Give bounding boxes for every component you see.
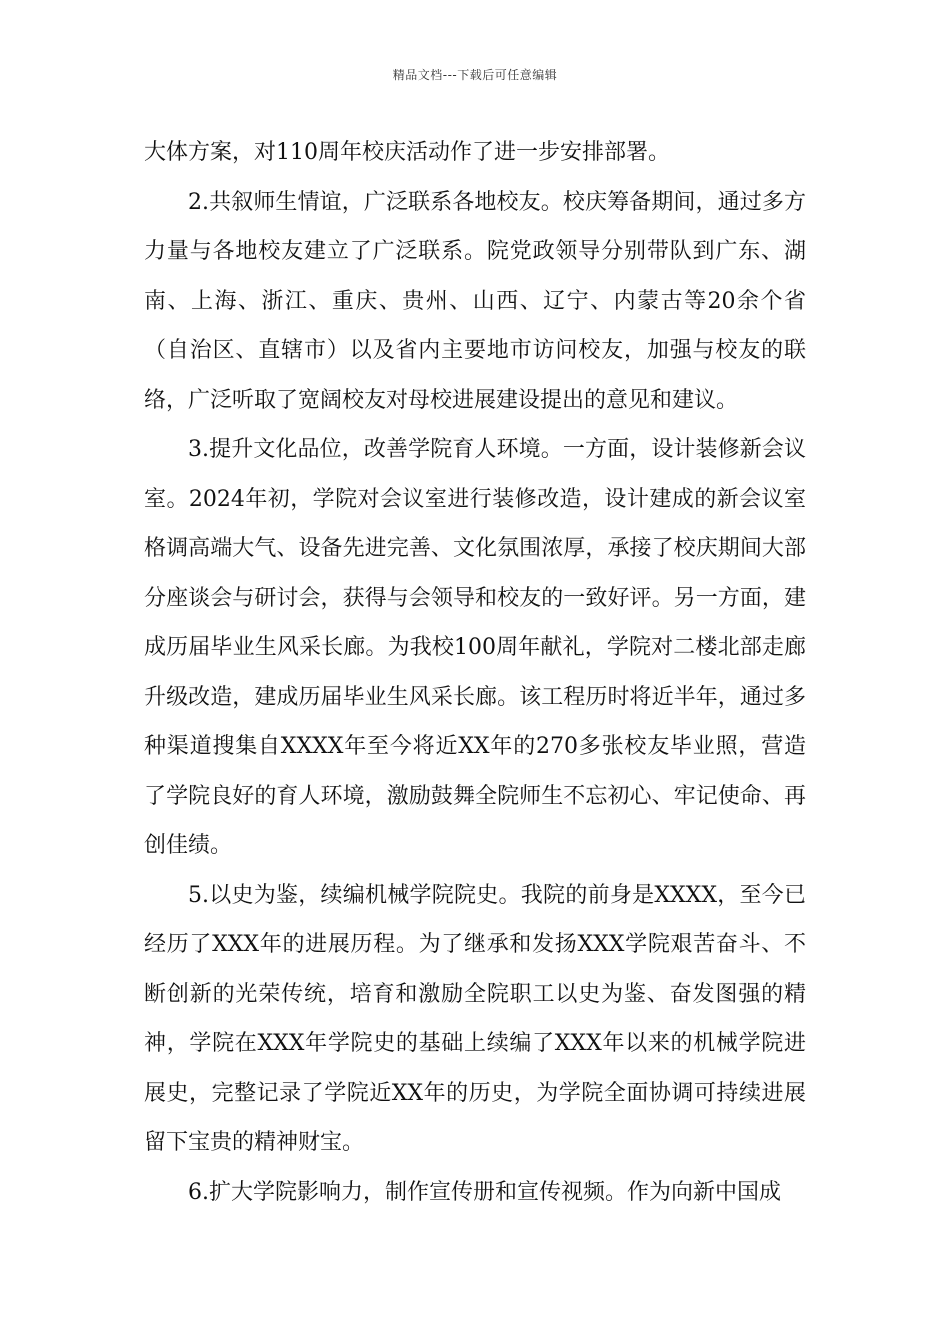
document-body [144, 128, 806, 1217]
paragraph-continuation: 大体方案，对110周年校庆活动作了进一步安排部署。 [144, 140, 670, 165]
paragraph-college-history: 5.以史为鉴，续编机械学院院史。我院的前身是XXXX，至今已经历了XXX年的进展历程。为了继承和发扬XXX学院艰苦奋斗、不断创新的光荣传统，培育和激励全院职工以史为鉴、奋发图强的精神，学院在XXX年学院史的基础上续编了XXX年以来的机械学院进展史，完整记录了学院近XX年的历史，为学院全面协调可持续进展留下宝贵的精神财宝。 [144, 882, 806, 1155]
page-header: 精品文档---下载后可任意编辑 [392, 68, 558, 82]
paragraph-culture-environment: 3.提升文化品位，改善学院育人环境。一方面，设计装修新会议室。2024年初，学院对会议室进行装修改造，设计建成的新会议室格调高端大气、设备先进完善、文化氛围浓厚，承接了校庆期间大部分座谈会与研讨会，获得与会领导和校友的一致好评。另一方面，建成历届毕业生风采长廊。为我校100周年献礼，学院对二楼北部走廊升级改造，建成历届毕业生风采长廊。该工程历时将近半年，通过多种渠道搜集自XXXX年至今将近XX年的270多张校友毕业照，营造了学院良好的育人环境，激励鼓舞全院师生不忘初心、牢记使命、再创佳绩。 [144, 437, 806, 858]
paragraph-alumni-contact: 2.共叙师生情谊，广泛联系各地校友。校庆筹备期间，通过多方力量与各地校友建立了广泛联系。院党政领导分别带队到广东、湖南、上海、浙江、重庆、贵州、山西、辽宁、内蒙古等20余个省（自治区、直辖市）以及省内主要地市访问校友，加强与校友的联络，广泛听取了宽阔校友对母校进展建设提出的意见和建议。 [144, 189, 806, 413]
paragraph-promotion: 6.扩大学院影响力，制作宣传册和宣传视频。作为向新中国成 [188, 1179, 781, 1205]
